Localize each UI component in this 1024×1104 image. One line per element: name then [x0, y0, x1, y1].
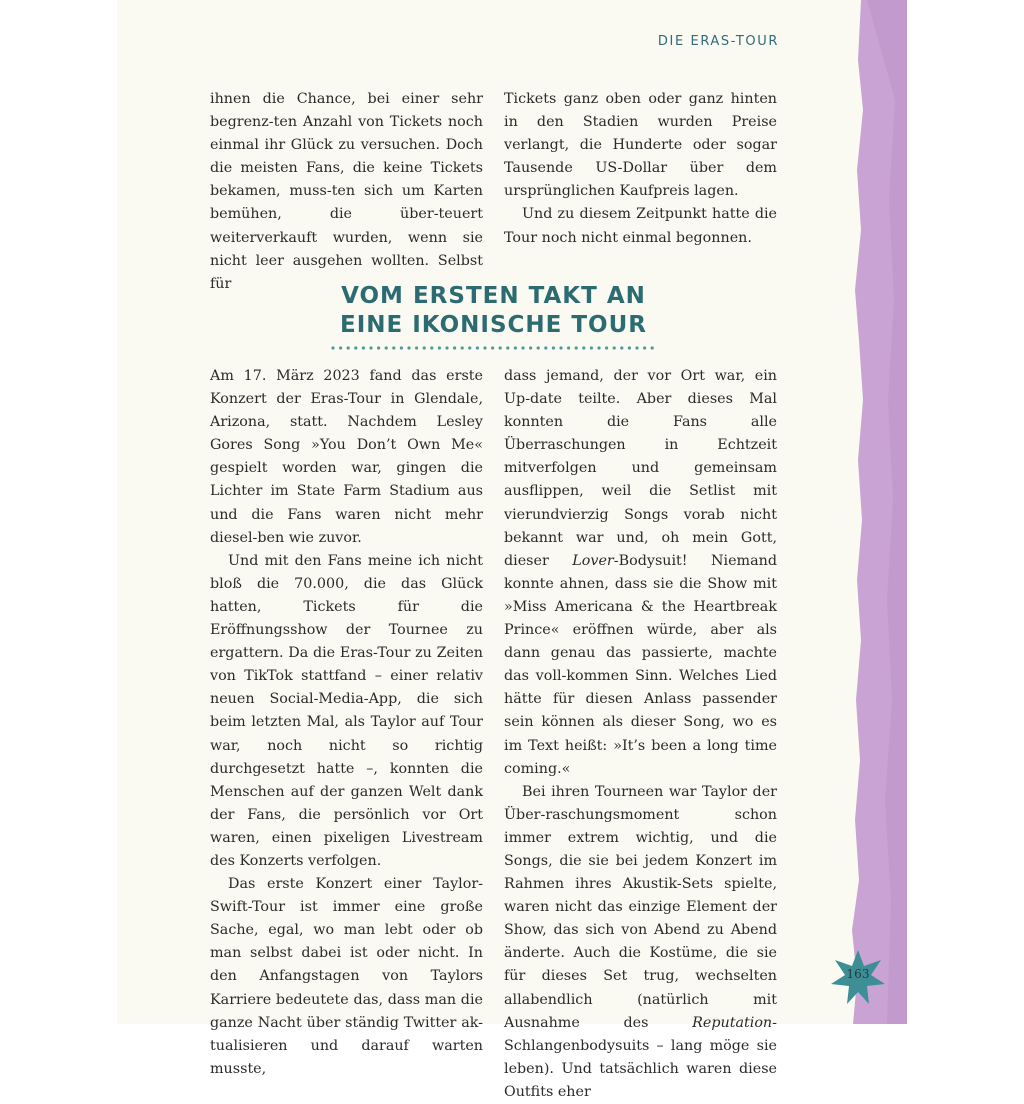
- divider-dot: [430, 346, 433, 349]
- divider-dot: [377, 346, 380, 349]
- divider-dot: [590, 346, 593, 349]
- divider-dot: [613, 346, 616, 349]
- divider-dot: [392, 346, 395, 349]
- divider-dot: [521, 346, 524, 349]
- divider-dot: [362, 346, 365, 349]
- paragraph: [504, 781, 777, 1104]
- text-run: -Schlangenbodysuits – lang möge sie leben). Und tatsächlich waren diese Outfits eher: [504, 1014, 777, 1100]
- divider-dot: [544, 346, 547, 349]
- divider-dot: [476, 346, 479, 349]
- divider-dot: [453, 346, 456, 349]
- divider-dot: [643, 346, 646, 349]
- divider-dot: [628, 346, 631, 349]
- paragraph: Und zu diesem Zeitpunkt hatte die Tour noch nicht einmal begonnen.: [504, 206, 777, 246]
- divider-dot: [491, 346, 494, 349]
- divider-dot: [445, 346, 448, 349]
- divider-dot: [552, 346, 555, 349]
- top-column-left: [210, 88, 483, 296]
- divider-dot: [582, 346, 585, 349]
- paragraph: Das erste Konzert einer Taylor-Swift-Tour ist immer eine große Sache, egal, wo man lebt oder ob man selbst dabei ist oder nicht. In den Anfangstagen von Taylors Karriere bedeutete das, dass man die ganze Nacht über ständig Twitter ak-tualisieren und darauf warten musste,: [210, 876, 483, 1077]
- divider-dot: [537, 346, 540, 349]
- divider-dot: [331, 346, 334, 349]
- divider-dot: [575, 346, 578, 349]
- heading-line-1: VOM ERSTEN TAKT AN: [341, 283, 646, 309]
- divider-dot: [620, 346, 623, 349]
- divider-dot: [423, 346, 426, 349]
- divider-dot: [400, 346, 403, 349]
- section-heading: [210, 282, 777, 340]
- divider-dot: [499, 346, 502, 349]
- divider-dot: [339, 346, 342, 349]
- italic-title: Reputation: [692, 1014, 773, 1031]
- divider-dot: [605, 346, 608, 349]
- paragraph: [504, 365, 777, 781]
- divider-dot: [438, 346, 441, 349]
- divider-dot: [369, 346, 372, 349]
- divider-dot: [559, 346, 562, 349]
- heading-line-2: EINE IKONISCHE TOUR: [340, 312, 647, 338]
- divider-dot: [347, 346, 350, 349]
- purple-brush-stripe: [847, 0, 907, 1024]
- page-number: 163: [846, 967, 870, 981]
- divider-dot: [415, 346, 418, 349]
- paragraph: Und mit den Fans meine ich nicht bloß die 70.000, die das Glück hatten, Tickets für die Eröffnungsshow der Tournee zu ergattern. Da die Eras-Tour zu Zeiten von TikTok stattfand – einer relativ neuen Social-Media-App, die sich beim letzten Mal, als Taylor auf Tour war, noch nicht so richtig durchgesetzt hatte –, konnten die Menschen auf der ganzen Welt dank der Fans, die persönlich vor Ort waren, einen pixeligen Livestream des Konzerts verfolgen.: [210, 552, 483, 869]
- paragraph: Am 17. März 2023 fand das erste Konzert der Eras-Tour in Glendale, Arizona, statt. Nachdem Lesley Gores Song »You Don’t Own Me« gespielt worden war, gingen die Lichter im State Farm Stadium aus und die Fans waren nicht mehr diesel-ben wie zuvor.: [210, 368, 483, 546]
- divider-dot: [354, 346, 357, 349]
- divider-dot: [385, 346, 388, 349]
- divider-dot: [651, 346, 654, 349]
- main-column-left: [210, 365, 483, 1081]
- book-page: [117, 0, 907, 1100]
- divider-dot: [483, 346, 486, 349]
- divider-dot: [407, 346, 410, 349]
- divider-dot: [597, 346, 600, 349]
- divider-dot: [506, 346, 509, 349]
- divider-dot: [635, 346, 638, 349]
- text-run: Bei ihren Tourneen war Taylor der Über-raschungsmoment schon immer extrem wichtig, und die Songs, die sie bei jedem Konzert im Rahmen ihres Akustik-Sets spielte, waren nicht das einzige Element der Show, das sich von Abend zu Abend änderte. Auch die Kostüme, die sie für dieses Set trug, wechselten allabendlich (natürlich mit Ausnahme des: [504, 783, 777, 1031]
- main-column-right: [504, 365, 777, 1104]
- divider-dot: [468, 346, 471, 349]
- text-run: -Bodysuit! Niemand konnte ahnen, dass sie die Show mit »Miss Americana & the Heartbreak Prince« eröffnen würde, aber als dann genau das passierte, machte das voll-kommen Sinn. Welches Lied hätte für diesen Anlass passender sein können als dieser Song, wo es im Text heißt: »It’s been a long time coming.«: [504, 552, 777, 777]
- text-run: dass jemand, der vor Ort war, ein Up-date teilte. Aber dieses Mal konnten die Fans alle Überraschungen in Echtzeit mitverfolgen und gemeinsam ausflippen, weil die Setlist mit vierundvierzig Songs vorab nicht bekannt war und, oh mein Gott, dieser: [504, 368, 777, 569]
- dotted-divider: [331, 344, 657, 352]
- divider-dot: [461, 346, 464, 349]
- running-head: DIE ERAS-TOUR: [657, 34, 779, 49]
- top-column-right: [504, 88, 777, 250]
- paragraph: Tickets ganz oben oder ganz hinten in den Stadien wurden Preise verlangt, die Hunderte oder sogar Tausende US-Dollar über dem ursprünglichen Kaufpreis lagen.: [504, 91, 777, 200]
- divider-dot: [514, 346, 517, 349]
- paragraph: ihnen die Chance, bei einer sehr begrenz-ten Anzahl von Tickets noch einmal ihr Glück zu versuchen. Doch die meisten Fans, die keine Tickets bekamen, muss-ten sich um Karten bemühen, die über-teuert weiterverkauft wurden, wenn sie nicht leer ausgehen wollten. Selbst für: [210, 91, 483, 292]
- divider-dot: [567, 346, 570, 349]
- italic-title: Lover: [572, 552, 614, 569]
- divider-dot: [529, 346, 532, 349]
- page-number-badge: [829, 948, 887, 1006]
